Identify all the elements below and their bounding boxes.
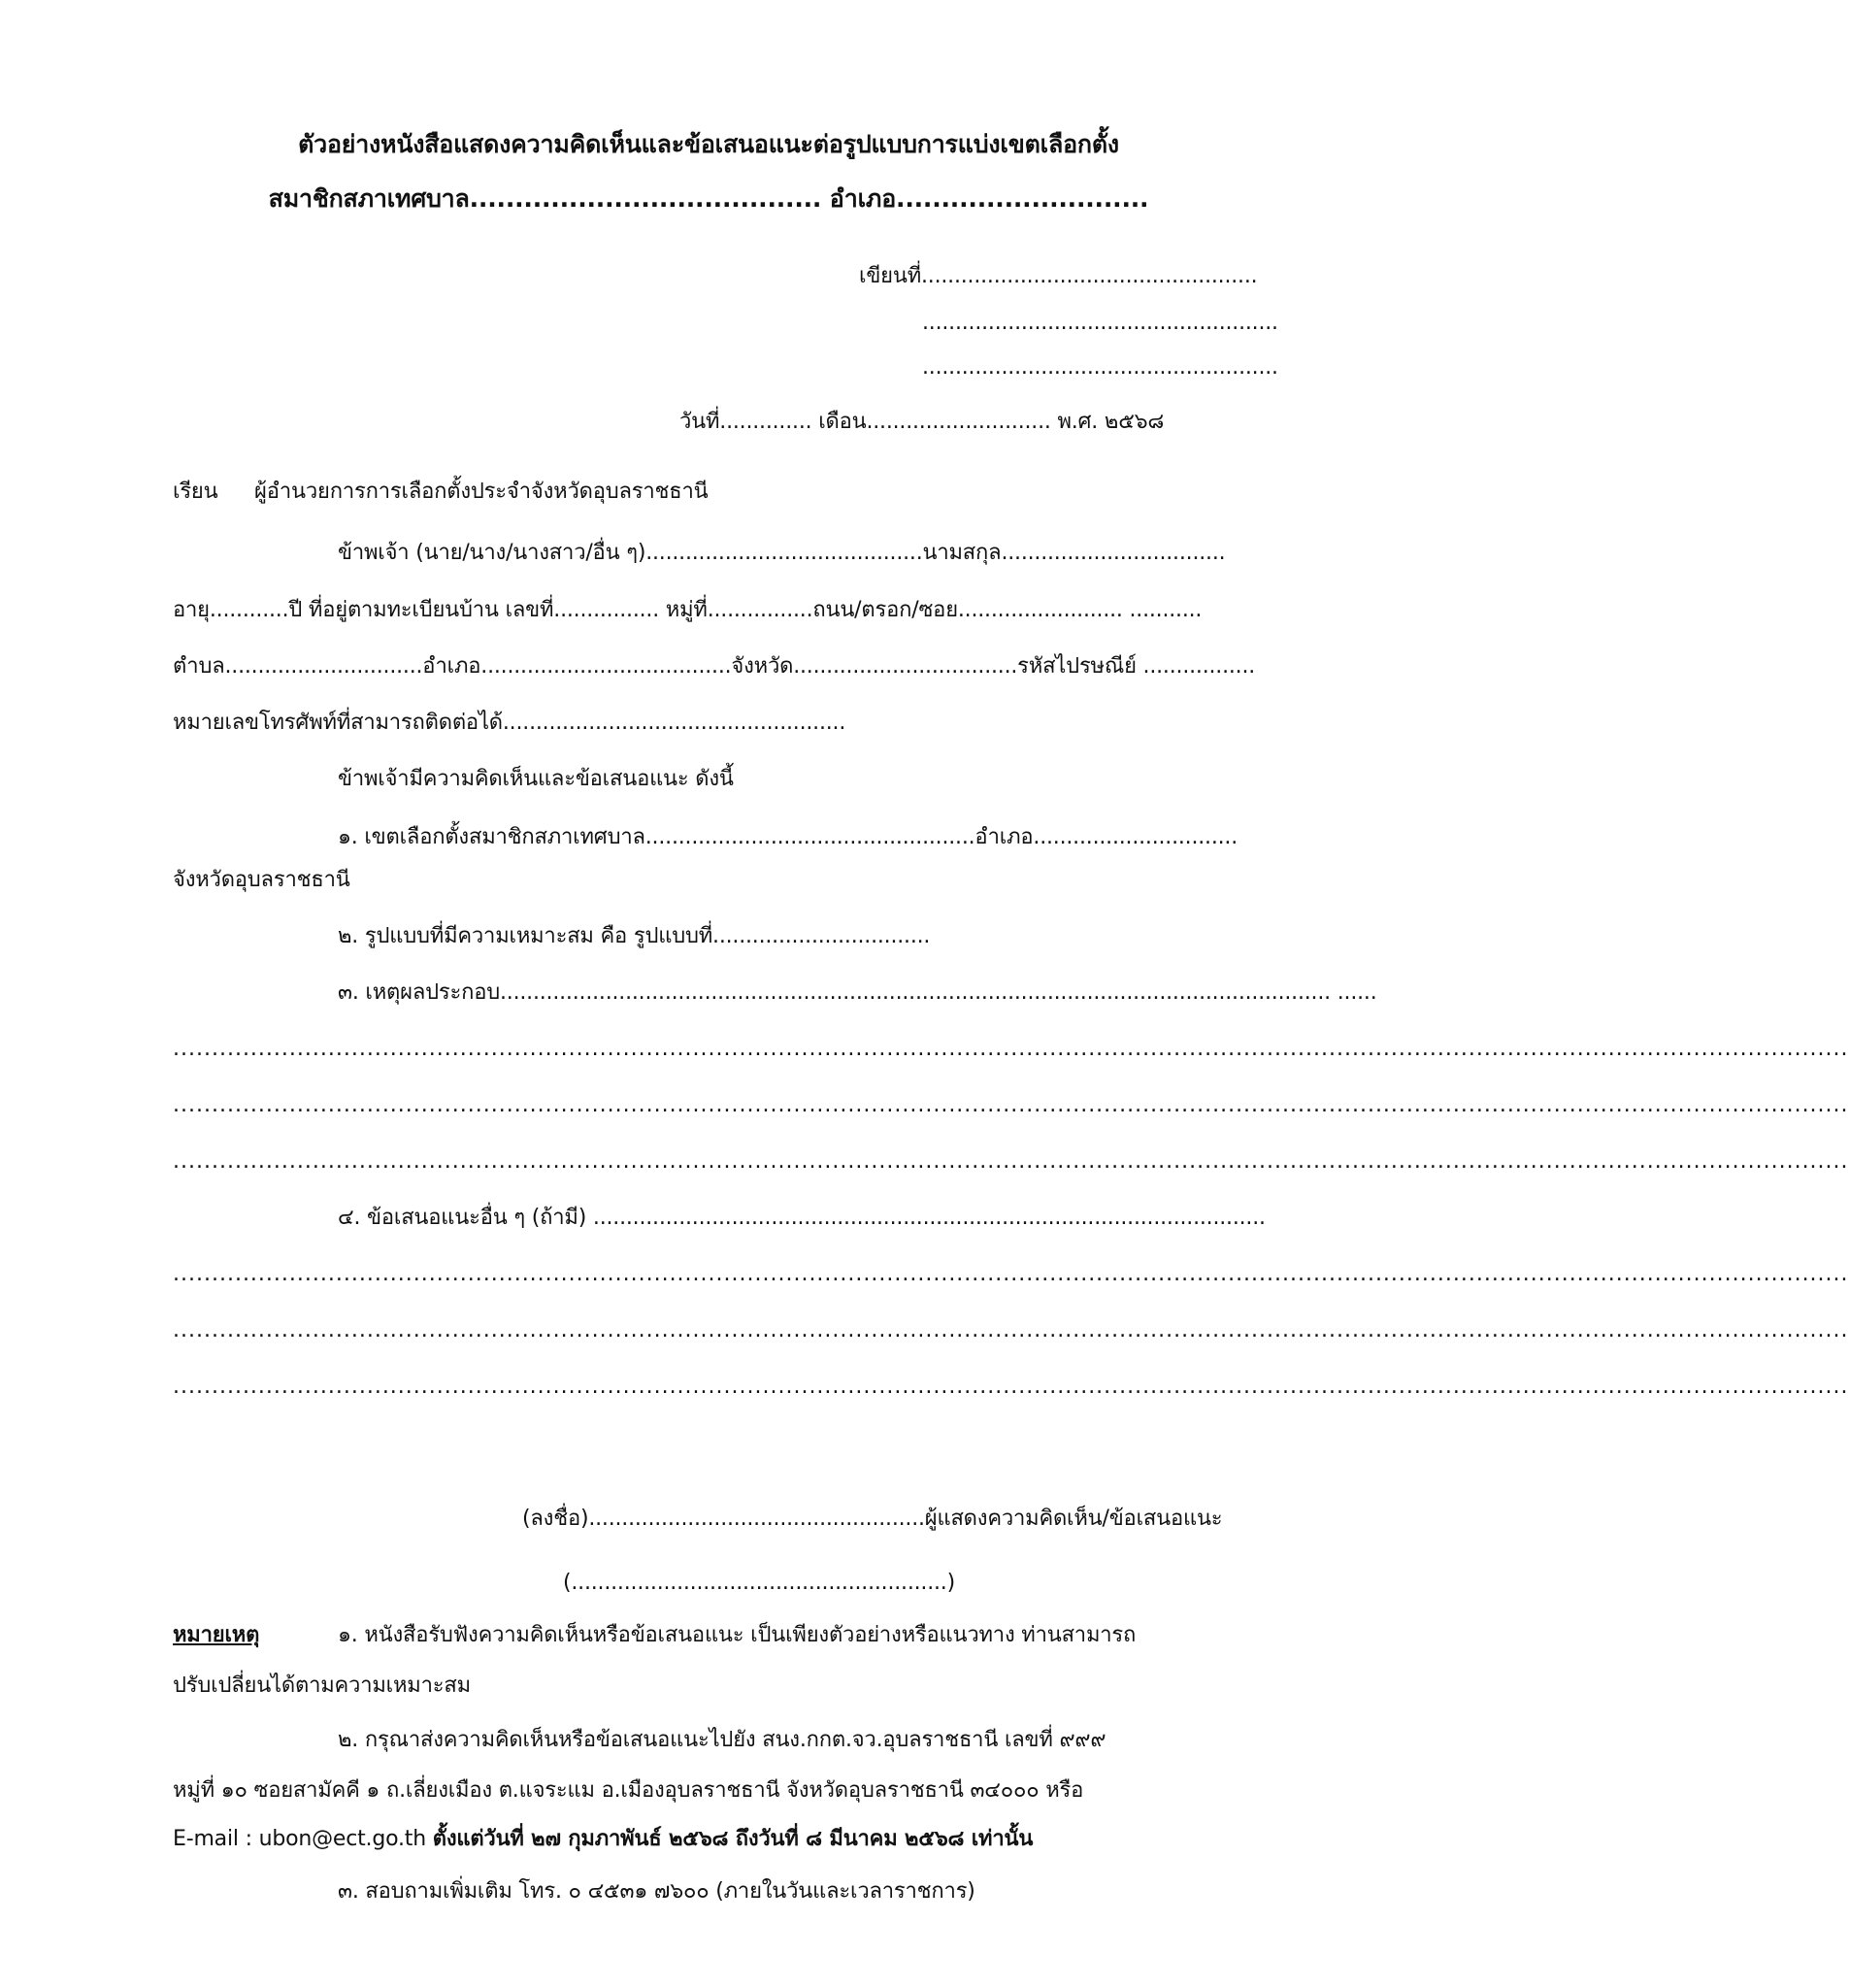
suggestion-dotted-line-3: ........................................................................................................................................................................................................................ bbox=[173, 1375, 1849, 1399]
suggestion-dotted-line-1: ........................................................................................................................................................................................................................ bbox=[173, 1262, 1849, 1286]
note-2-cont: หมู่ที่ ๑๐ ซอยสามัคคี ๑ ถ.เลี่ยงเมือง ต.แจระแม อ.เมืองอุบลราชธานี จังหวัดอุบลราชธานี ๓๔๐๐๐ หรือ bbox=[173, 1778, 1084, 1803]
submission-deadline: ตั้งแต่วันที่ ๒๗ กุมภาพันธ์ ๒๕๖๘ ถึงวันที่ ๘ มีนาคม ๒๕๖๘ เท่านั้น bbox=[432, 1827, 1034, 1851]
item-1-province: จังหวัดอุบลราชธานี bbox=[173, 868, 350, 892]
item-2-pattern: ๒. รูปแบบที่มีความเหมาะสม คือ รูปแบบที่................................. bbox=[338, 924, 931, 948]
note-1-cont: ปรับเปลี่ยนได้ตามความเหมาะสม bbox=[173, 1673, 471, 1698]
phone-line: หมายเลขโทรศัพท์ที่สามารถติดต่อได้.................................................... bbox=[173, 711, 846, 735]
reason-dotted-line-1: ........................................................................................................................................................................................................................ bbox=[173, 1037, 1849, 1061]
address-line-2: ...................................................... bbox=[922, 311, 1278, 335]
reason-dotted-line-2: ........................................................................................................................................................................................................................ bbox=[173, 1093, 1849, 1117]
notes-label: หมายเหตุ bbox=[173, 1623, 260, 1647]
contact-email[interactable]: E-mail : ubon@ect.go.th bbox=[173, 1827, 433, 1851]
note-3: ๓. สอบถามเพิ่มเติม โทร. ๐ ๔๕๓๑ ๗๖๐๐ (ภายในวันและเวลาราชการ) bbox=[338, 1879, 975, 1904]
age-address-line: อายุ............ปี ที่อยู่ตามทะเบียนบ้าน เลขที่................ หมู่ที่................ถนน/ตรอก/ซอย......................... ........... bbox=[173, 598, 1203, 622]
form-title-line2: สมาชิกสภาเทศบาล....................................... อำเภอ............................ bbox=[268, 184, 1149, 213]
written-at-line: เขียนที่................................................... bbox=[859, 264, 1258, 288]
suggestion-dotted-line-2: ........................................................................................................................................................................................................................ bbox=[173, 1318, 1849, 1342]
subdistrict-line: ตำบล..............................อำเภอ......................................จังหวัด..................................รหัสไปรษณีย์ ................. bbox=[173, 654, 1256, 679]
signature-name-paren: (.........................................................) bbox=[563, 1571, 955, 1595]
item-4-other-suggestions: ๔. ข้อเสนอแนะอื่น ๆ (ถ้ามี) ...................................................................................................... bbox=[338, 1206, 1266, 1230]
address-line-3: ...................................................... bbox=[922, 355, 1278, 380]
name-line: ข้าพเจ้า (นาย/นาง/นางสาว/อื่น ๆ)..........................................นามสกุล.................................. bbox=[338, 541, 1226, 565]
opinion-intro: ข้าพเจ้ามีความคิดเห็นและข้อเสนอแนะ ดังนี้ bbox=[338, 767, 734, 791]
item-3-reason: ๓. เหตุผลประกอบ.............................................................................................................................. ...... bbox=[338, 980, 1377, 1005]
date-line: วันที่.............. เดือน............................ พ.ศ. ๒๕๖๘ bbox=[679, 410, 1165, 434]
note-2: ๒. กรุณาส่งความคิดเห็นหรือข้อเสนอแนะไปยัง สนง.กกต.จว.อุบลราชธานี เลขที่ ๙๙๙ bbox=[338, 1728, 1106, 1752]
form-title-line1: ตัวอย่างหนังสือแสดงความคิดเห็นและข้อเสนอแนะต่อรูปแบบการแบ่งเขตเลือกตั้ง bbox=[298, 130, 1119, 158]
item-1-district: ๑. เขตเลือกตั้งสมาชิกสภาเทศบาล..................................................อำเภอ............................... bbox=[338, 825, 1238, 849]
salutation-label: เรียน bbox=[173, 480, 218, 504]
signature-line: (ลงชื่อ)...................................................ผู้แสดงความคิดเห็น/ข้อเสนอแนะ bbox=[522, 1507, 1223, 1531]
salutation-recipient: ผู้อำนวยการการเลือกตั้งประจำจังหวัดอุบลราชธานี bbox=[254, 480, 709, 504]
note-1: ๑. หนังสือรับฟังความคิดเห็นหรือข้อเสนอแนะ เป็นเพียงตัวอย่างหรือแนวทาง ท่านสามารถ bbox=[338, 1623, 1137, 1647]
note-2-contact bbox=[173, 1825, 1033, 1854]
reason-dotted-line-3: ........................................................................................................................................................................................................................ bbox=[173, 1149, 1849, 1174]
